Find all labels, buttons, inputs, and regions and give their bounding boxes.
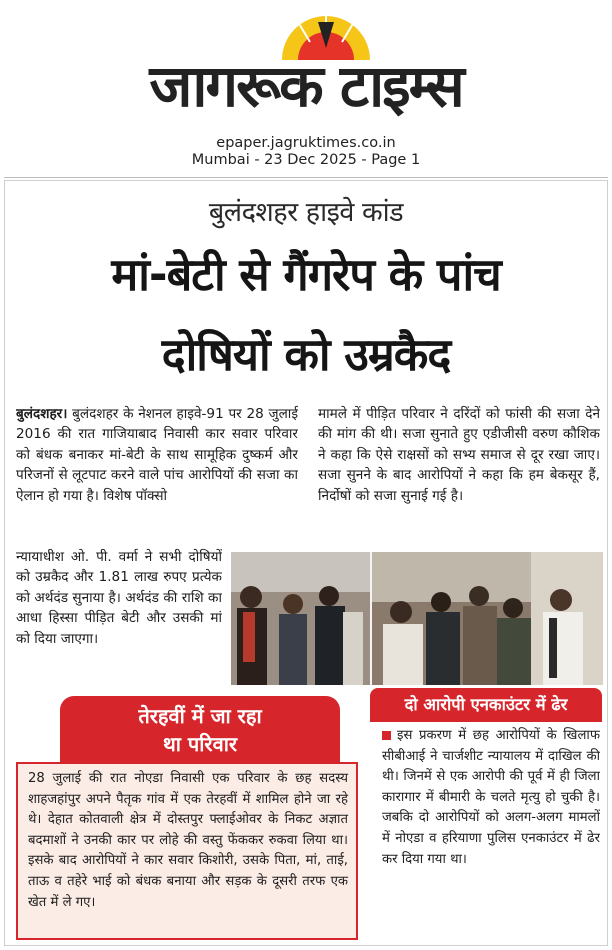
dateline: बुलंदशहर। [16, 406, 68, 422]
body-right: मामले में पीड़ित परिवार ने दरिंदों को फांसी की सजा देने की मांग की थी। सजा सुनाते हुए एडीजीसी वरुण कौशिक ने कहा कि ऐसे राक्षसों को सभ्य समाज से दूर रखा जाए। सजा सुनने के बाद आरोपियों ने कहा कि हम बेकसूर हैं, निर्दोषों को सजा सुनाई गई है। [318, 406, 600, 504]
epaper-url[interactable]: epaper.jagruktimes.co.in [216, 135, 396, 151]
sidebar-left-heading-line-2: था परिवार [162, 732, 238, 756]
article-kicker: बुलंदशहर हाइवे कांड [208, 197, 404, 228]
sidebar-left-heading [60, 696, 340, 762]
edition-line: Mumbai - 23 Dec 2025 - Page 1 [191, 152, 421, 168]
headline-line-2: दोषियों को उम्रकैद [161, 328, 451, 381]
sidebar-right-body [382, 726, 600, 938]
bullet-square-icon [382, 731, 391, 740]
body-left-top [16, 404, 298, 546]
sidebar-left-heading-line-1: तेरहवीं में जा रहा [138, 704, 262, 728]
logo-text: जागरूक टाइम्स [149, 52, 463, 120]
sidebar-right-text: इस प्रकरण में छह आरोपियों के खिलाफ सीबीआई ने चार्जशीट न्यायालय में दाखिल की थी। जिनमें से एक आरोपी की पूर्व में ही जिला कारागार में बीमारी के चलते मृत्यु हो चुकी है। जबकि दो आरोपियों को अलग-अलग मामलों में नोएडा व हरियाणा पुलिस एनकाउंटर में ढेर कर दिया गया था। [382, 728, 600, 867]
sidebar-left-body: 28 जुलाई की रात नोएडा निवासी एक परिवार के छह सदस्य शाहजहांपुर अपने पैतृक गांव में एक तेरहवीं में शामिल होने जा रहे थे। देहात कोतवाली क्षेत्र में दोस्तपुर फ्लाईओवर के निकट अज्ञात बदमाशों ने उनकी कार पर लोहे की वस्तु फेंककर रुकवा लिया था। इसके बाद आरोपियों ने कार सवार किशोरी, उसके पिता, मां, ताई, ताऊ व तहेरे भाई को बंधक बनाया और सड़क के दूसरी तरफ एक खेत में ले गए। [16, 762, 358, 940]
photo-divider [370, 552, 372, 685]
masthead [0, 0, 612, 178]
masthead-divider [4, 177, 608, 178]
body-left-bottom: न्यायाधीश ओ. पी. वर्मा ने सभी दोषियों को उम्रकैद और 1.81 लाख रुपए प्रत्येक को अर्थदंड सुनाया है। अर्थदंड की राशि का आधा हिस्सा पीड़ित बेटी और उसकी मां को दिया जाएगा। [16, 549, 222, 647]
headline-line-1: मां-बेटी से गैंगरेप के पांच [111, 248, 501, 301]
sidebar-right-heading: दो आरोपी एनकाउंटर में ढेर [370, 688, 602, 722]
court-crowd-photo [231, 552, 603, 685]
newspaper-logo [112, 8, 500, 126]
body-left-top-text: बुलंदशहर के नेशनल हाइवे-91 पर 28 जुलाई 2016 की रात गाजियाबाद निवासी कार सवार परिवार को बंधक बनाकर मां-बेटी के साथ सामूहिक दुष्कर्म और परिजनों से लूटपाट करने वाले पांच आरोपियों की सजा का ऐलान हो गया है। विशेष पॉक्सो [16, 406, 298, 504]
